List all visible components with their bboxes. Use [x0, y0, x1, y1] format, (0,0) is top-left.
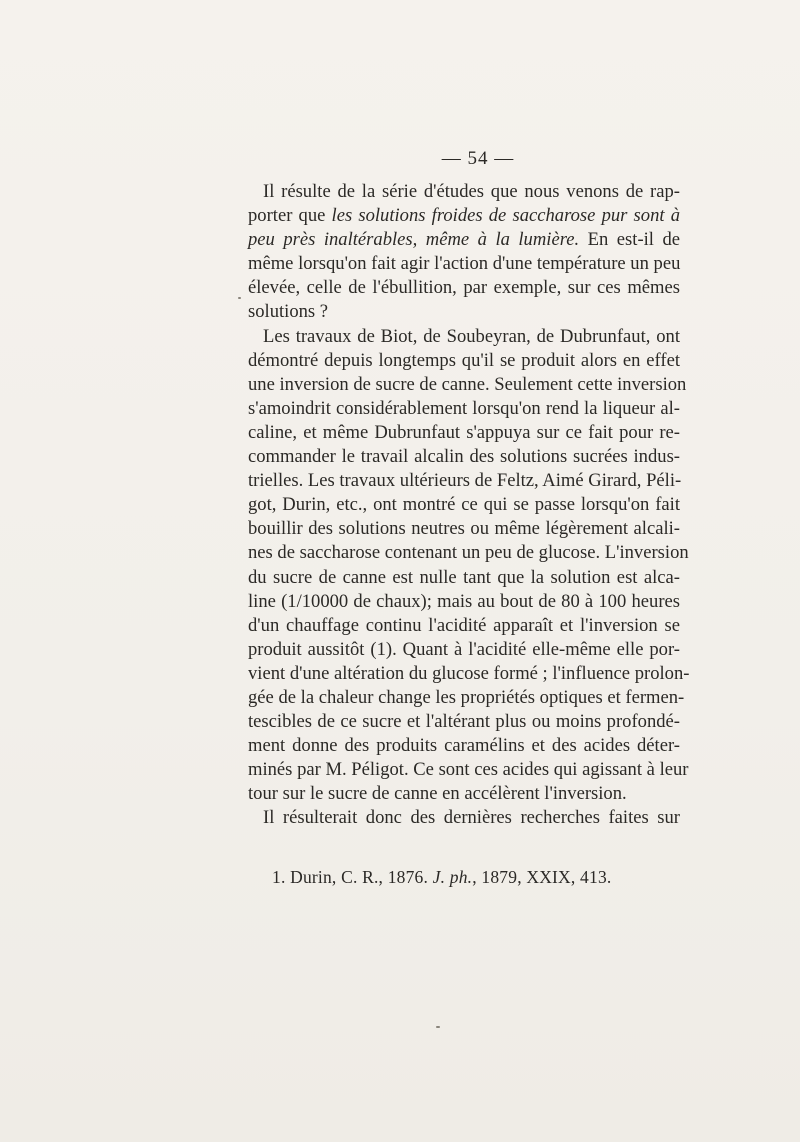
text-line — [248, 710, 680, 734]
text-segment: 1. Durin, C. R., 1876. — [272, 867, 433, 887]
text-segment: du sucre de canne est nulle tant que la solution est alca- — [248, 566, 680, 588]
footnote — [272, 867, 611, 888]
text-line — [248, 445, 680, 469]
text-line — [248, 806, 680, 830]
text-segment: tour sur le sucre de canne en accélèrent l'inversion. — [248, 783, 627, 805]
text-segment: trielles. Les travaux ultérieurs de Feltz, Aimé Girard, Péli- — [248, 470, 682, 492]
text-segment: , 1879, XXIX, 413. — [472, 867, 612, 887]
text-segment: même lorsqu'on fait agir l'action d'une température un peu — [248, 253, 681, 275]
text-segment: élevée, celle de l'ébullition, par exemple, sur ces mêmes — [248, 277, 680, 299]
text-segment: d'un chauffage continu l'acidité apparaît et l'inversion se — [248, 614, 680, 636]
text-line — [248, 686, 685, 710]
text-segment: minés par M. Péligot. Ce sont ces acides qui agissant à leur — [248, 759, 689, 781]
text-line — [248, 758, 689, 782]
text-line — [248, 638, 680, 662]
text-line — [248, 397, 680, 421]
text-line — [248, 276, 680, 300]
text-line — [248, 541, 689, 565]
text-line — [248, 349, 680, 373]
text-segment: Les travaux de Biot, de Soubeyran, de Dubrunfaut, ont — [263, 325, 680, 347]
text-line — [248, 300, 680, 324]
text-line — [248, 614, 680, 638]
text-segment: Il résulte de la série d'études que nous venons de rap- — [263, 181, 680, 202]
text-segment: Il résulterait donc des dernières recherches faites sur — [263, 807, 680, 829]
text-segment: vient d'une altération du glucose formé ; l'influence prolon- — [248, 662, 690, 684]
italic-text: les solutions froides de saccharose pur sont à — [331, 205, 680, 227]
text-line — [248, 228, 680, 252]
text-line — [248, 590, 680, 614]
text-segment: En est-il de — [579, 229, 681, 251]
paper-speck — [238, 297, 241, 299]
text-line — [248, 373, 687, 397]
text-segment: démontré depuis longtemps qu'il se produit alors en effet — [248, 349, 680, 371]
text-line — [248, 204, 680, 228]
text-line — [248, 493, 680, 517]
text-segment: nes de saccharose contenant un peu de glucose. L'inversion — [248, 542, 689, 564]
text-segment: porter que — [248, 205, 332, 227]
text-segment: gée de la chaleur change les propriétés optiques et fermen- — [248, 686, 685, 708]
text-line — [248, 782, 680, 806]
text-line — [248, 566, 680, 590]
text-line — [248, 469, 680, 493]
italic-text: peu près inaltérables, même à la lumière. — [248, 229, 580, 251]
text-segment: bouillir des solutions neutres ou même légèrement alcali- — [248, 518, 680, 540]
paper-speck — [436, 1026, 440, 1028]
text-segment: caline, et même Dubrunfaut s'appuya sur ce fait pour re- — [248, 421, 680, 443]
text-segment: got, Durin, etc., ont montré ce qui se passe lorsqu'on fait — [248, 494, 680, 516]
text-segment: line (1/10000 de chaux); mais au bout de 80 à 100 heures — [248, 590, 680, 612]
text-segment: tescibles de ce sucre et l'altérant plus ou moins profondé- — [248, 711, 680, 733]
body-text — [248, 180, 690, 831]
italic-text: J. ph. — [432, 867, 473, 887]
text-line — [248, 252, 680, 276]
text-line — [248, 180, 680, 204]
text-line — [248, 734, 680, 758]
text-segment: s'amoindrit considérablement lorsqu'on rend la liqueur al- — [248, 397, 680, 419]
text-line — [248, 662, 690, 686]
text-line — [248, 517, 680, 541]
text-segment: solutions ? — [248, 301, 329, 323]
text-line — [248, 421, 680, 445]
page-number: — 54 — — [441, 148, 515, 169]
text-segment: une inversion de sucre de canne. Seulement cette inversion — [248, 373, 687, 395]
text-segment: commander le travail alcalin des solutions sucrées indus- — [248, 446, 680, 468]
text-segment: produit aussitôt (1). Quant à l'acidité elle-même elle por- — [248, 638, 680, 660]
text-segment: ment donne des produits caramélins et des acides déter- — [248, 735, 680, 757]
text-line — [248, 325, 680, 349]
